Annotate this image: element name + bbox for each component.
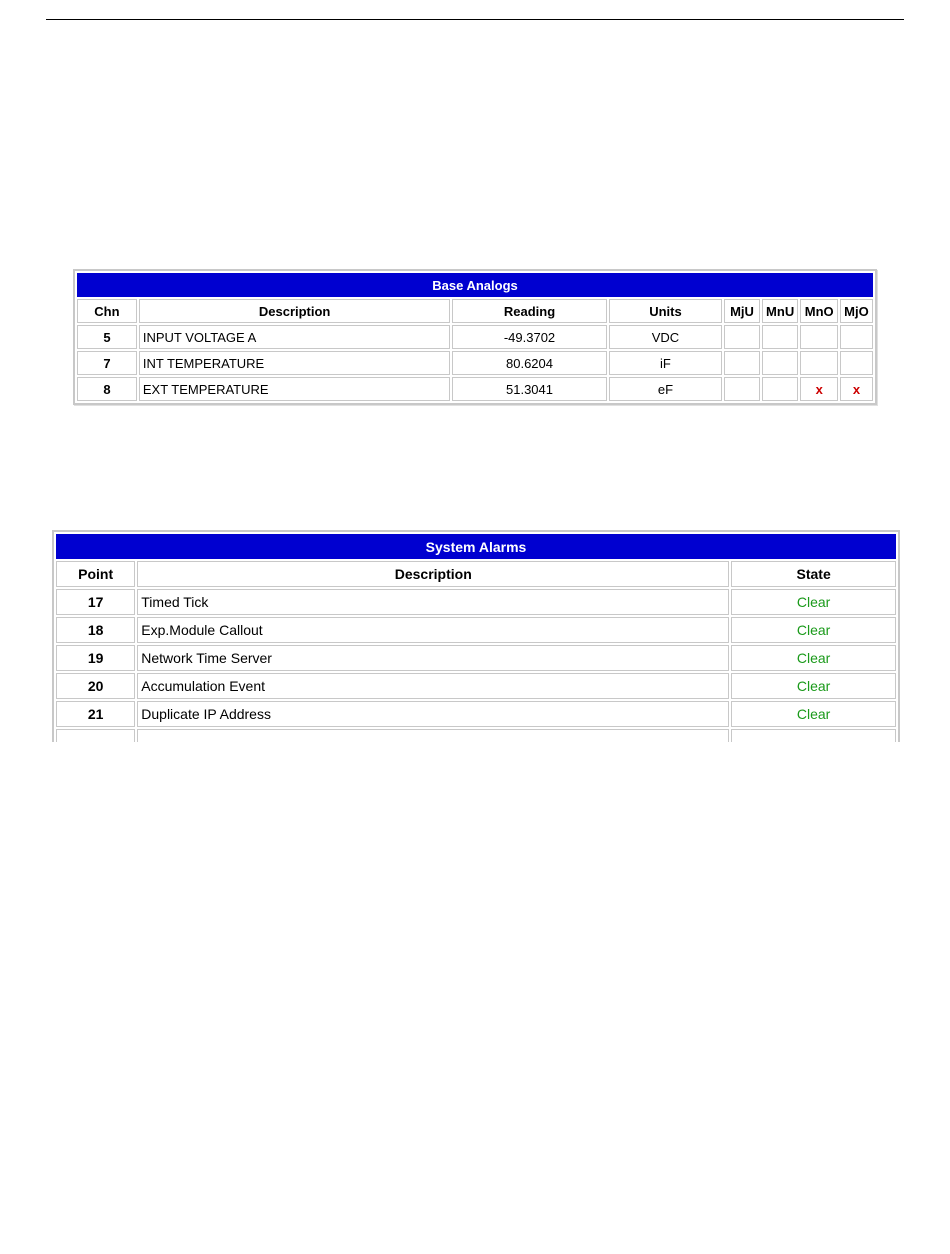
point-cell [56,729,135,742]
column-header-description: Description [137,561,729,587]
table-row [77,351,873,375]
state-cell: Clear [731,701,896,727]
column-header-point: Point [56,561,135,587]
description-cell: Duplicate IP Address [137,701,729,727]
mju-cell [724,377,760,401]
reading-cell: 80.6204 [452,351,606,375]
description-cell: EXT TEMPERATURE [139,377,451,401]
mnu-cell [762,325,799,349]
base-analogs-header-row [77,299,873,323]
column-header-description: Description [139,299,451,323]
top-rule [46,19,904,20]
point-cell: 20 [56,673,135,699]
mno-cell [800,325,837,349]
description-cell: Timed Tick [137,589,729,615]
table-row-cut-off [56,729,896,742]
mnu-cell [762,377,799,401]
mju-cell [724,351,760,375]
column-header-mnu: MnU [762,299,799,323]
column-header-reading: Reading [452,299,606,323]
mno-alarm-icon: x [800,377,837,401]
state-cell: Clear [731,645,896,671]
mjo-cell [840,351,873,375]
state-cell: Clear [731,673,896,699]
reading-cell: -49.3702 [452,325,606,349]
units-cell: iF [609,351,723,375]
chn-cell: 5 [77,325,137,349]
column-header-units: Units [609,299,723,323]
description-cell: Exp.Module Callout [137,617,729,643]
table-row [77,325,873,349]
point-cell: 18 [56,617,135,643]
state-cell [731,729,896,742]
point-cell: 19 [56,645,135,671]
column-header-state: State [731,561,896,587]
system-alarms-table [52,530,900,742]
mjo-alarm-icon: x [840,377,873,401]
point-cell: 17 [56,589,135,615]
column-header-mjo: MjO [840,299,873,323]
table-row [56,701,896,727]
mju-cell [724,325,760,349]
system-alarms-panel [52,530,900,742]
table-row [56,673,896,699]
description-cell: Network Time Server [137,645,729,671]
mnu-cell [762,351,799,375]
description-cell: Accumulation Event [137,673,729,699]
mjo-cell [840,325,873,349]
mno-cell [800,351,837,375]
description-cell: INPUT VOLTAGE A [139,325,451,349]
column-header-mno: MnO [800,299,837,323]
table-row [56,589,896,615]
table-row [56,645,896,671]
state-cell: Clear [731,617,896,643]
reading-cell: 51.3041 [452,377,606,401]
table-row [56,617,896,643]
table-row [77,377,873,401]
column-header-chn: Chn [77,299,137,323]
system-alarms-header-row [56,561,896,587]
description-cell [137,729,729,742]
point-cell: 21 [56,701,135,727]
units-cell: eF [609,377,723,401]
system-alarms-title: System Alarms [56,534,896,559]
units-cell: VDC [609,325,723,349]
base-analogs-title: Base Analogs [77,273,873,297]
chn-cell: 8 [77,377,137,401]
description-cell: INT TEMPERATURE [139,351,451,375]
column-header-mju: MjU [724,299,760,323]
chn-cell: 7 [77,351,137,375]
base-analogs-table [73,269,877,405]
state-cell: Clear [731,589,896,615]
